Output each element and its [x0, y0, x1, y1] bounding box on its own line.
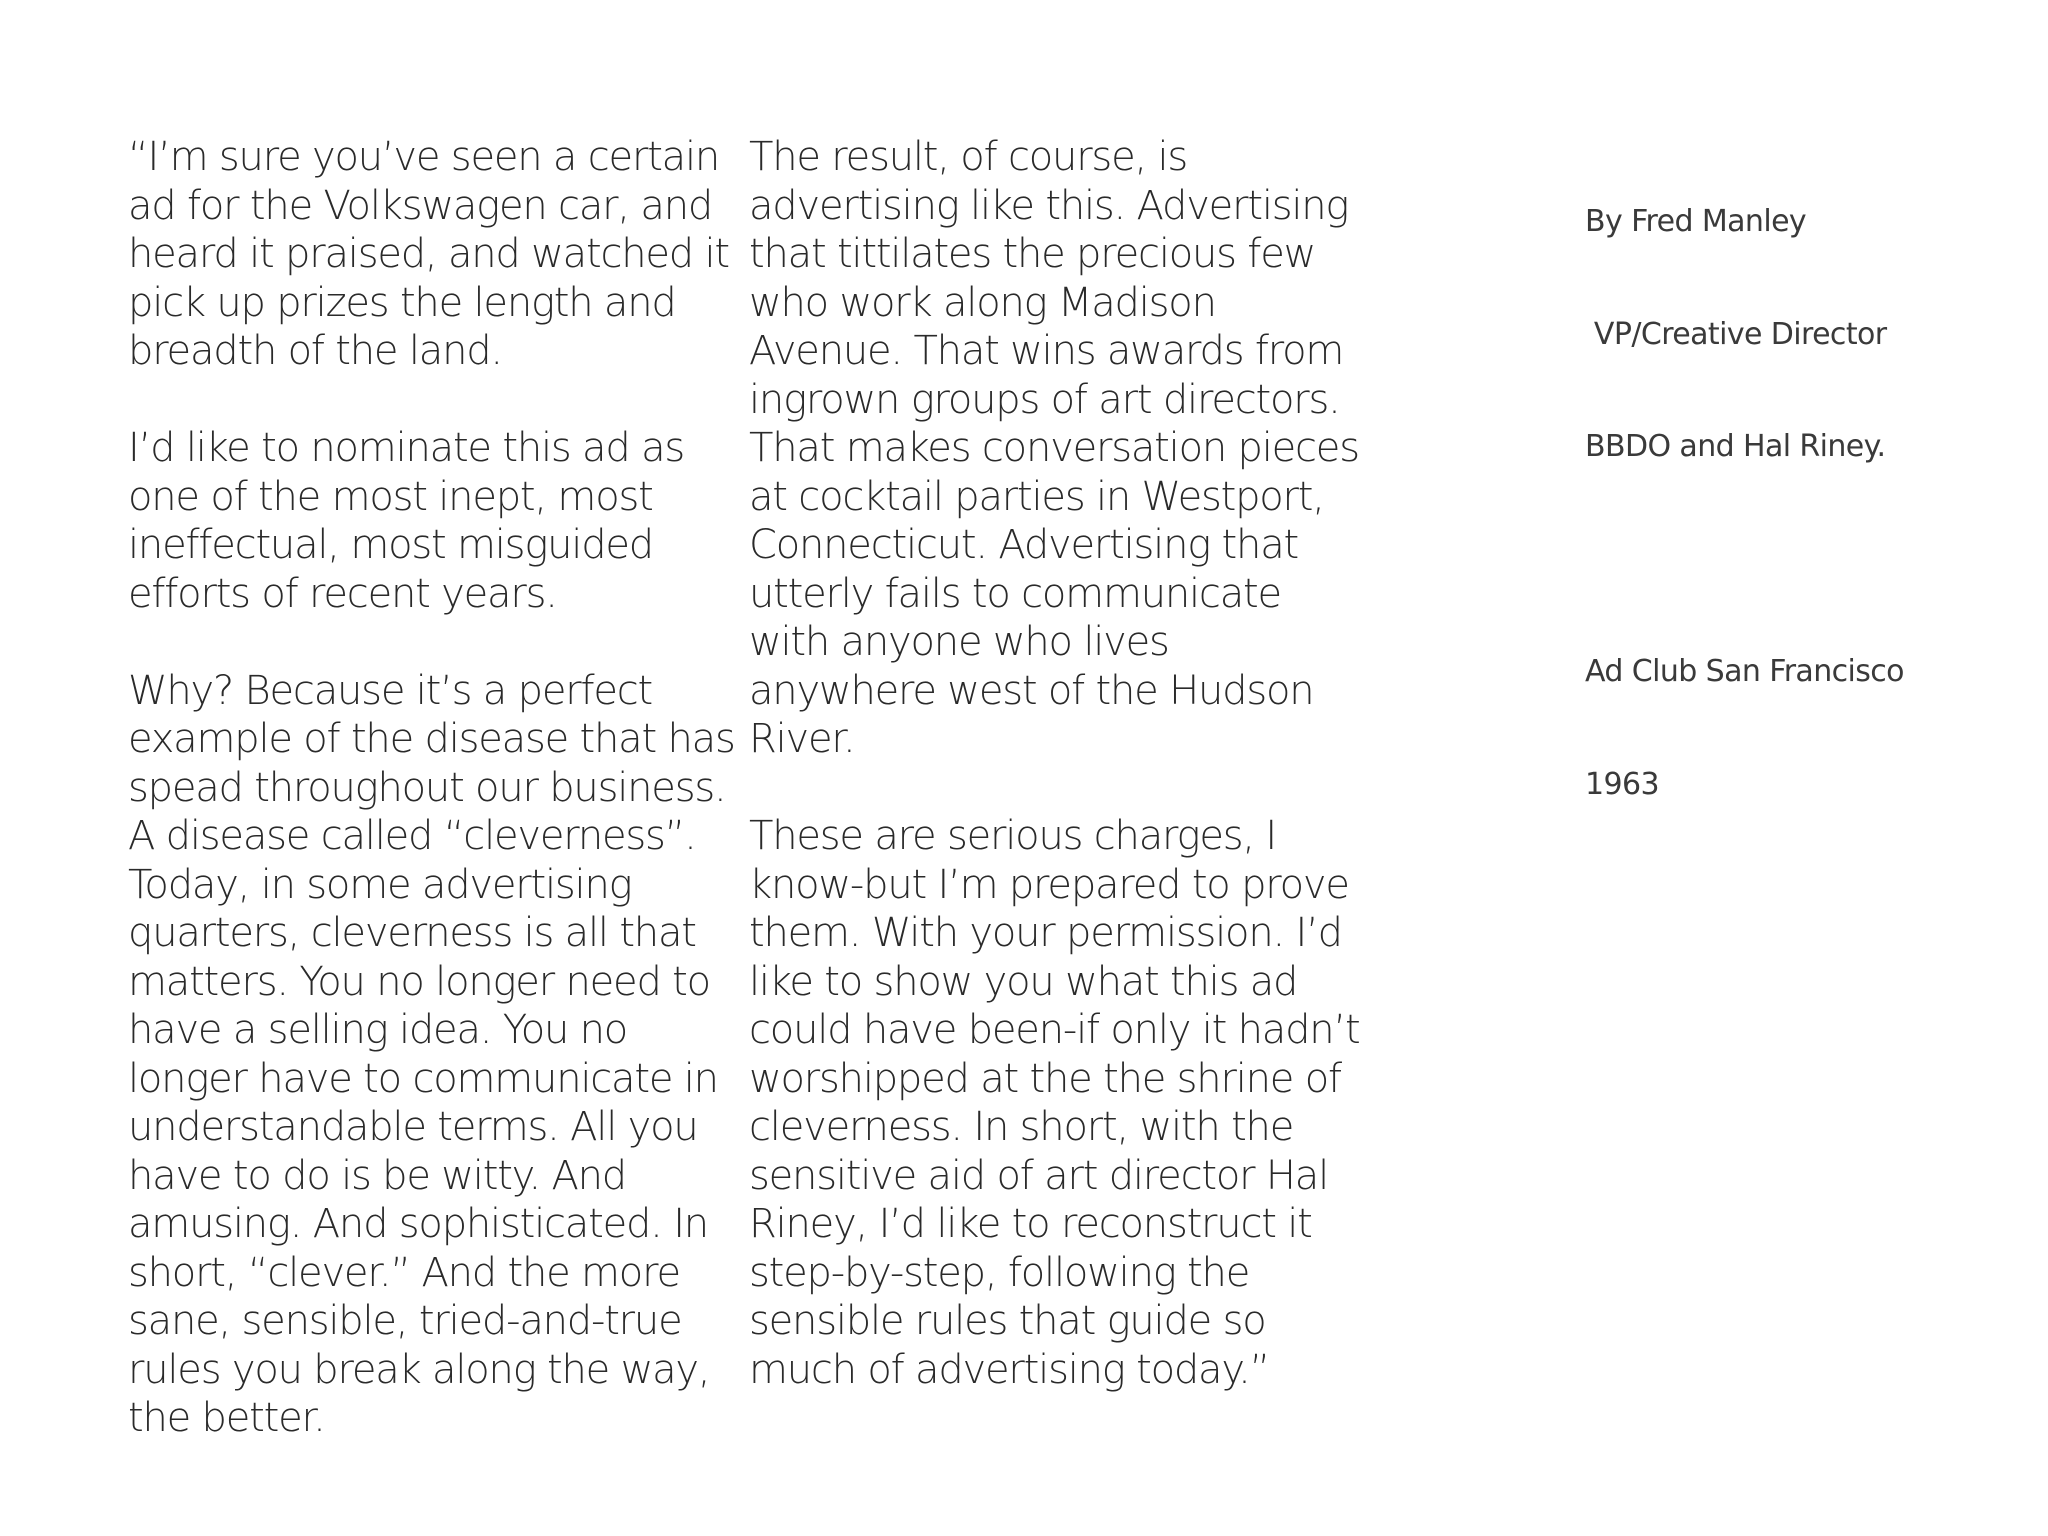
text-line: quarters, cleverness is all that	[128, 910, 696, 956]
text-line: have a selling idea. You no	[128, 1007, 628, 1053]
text-line: River.	[749, 716, 855, 762]
text-line: who work along Madison	[749, 279, 1216, 326]
text-line: sensible rules that guide so	[749, 1298, 1266, 1344]
left-text-column	[128, 133, 735, 1491]
text-line: These are serious charges, I	[749, 813, 1277, 859]
text-line: cleverness. In short, with the	[749, 1104, 1294, 1150]
paragraph-cleverness	[128, 667, 735, 1443]
text-line: Avenue. That wins awards from	[749, 328, 1344, 374]
author-name: By Fred Manley	[1585, 204, 1807, 239]
middle-text-column	[749, 133, 1359, 1443]
text-line: Connecticut. Advertising that	[749, 522, 1298, 568]
text-line: much of advertising today.”	[749, 1346, 1270, 1393]
text-line: sensitive aid of art director Hal	[749, 1152, 1328, 1199]
text-line: spead throughout our business.	[128, 764, 726, 811]
text-line: ingrown groups of art directors.	[749, 376, 1340, 423]
text-line: utterly fails to communicate	[749, 570, 1281, 617]
text-line: amusing. And sophisticated. In	[128, 1201, 708, 1247]
credits-block	[1585, 128, 1904, 916]
text-line: like to show you what this ad	[749, 958, 1298, 1005]
text-line: step-by-step, following the	[749, 1249, 1250, 1296]
text-line: Riney, I’d like to reconstruct it	[749, 1201, 1312, 1247]
text-line: could have been-if only it hadn’t	[749, 1007, 1360, 1053]
author-agency: BBDO and Hal Riney.	[1585, 429, 1886, 464]
text-line: the better.	[128, 1395, 325, 1441]
text-line: them. With your permission. I’d	[749, 910, 1342, 956]
text-line: Why? Because it’s a perfect	[128, 667, 653, 714]
event-year: 1963	[1585, 766, 1659, 802]
paragraph-charges	[749, 812, 1359, 1394]
text-line: ad for the Volkswagen car, and	[128, 182, 713, 229]
text-line: matters. You no longer need to	[128, 958, 710, 1005]
text-line: The result, of course, is	[749, 134, 1188, 180]
text-line: “I’m sure you’ve seen a certain	[128, 134, 720, 180]
text-line: heard it praised, and watched it	[128, 231, 729, 277]
text-line: sane, sensible, tried-and-true	[128, 1298, 682, 1344]
text-line: efforts of recent years.	[128, 570, 557, 617]
text-line: I’d like to nominate this ad as	[128, 425, 685, 471]
text-line: worshipped at the the shrine of	[749, 1055, 1341, 1102]
text-line: one of the most inept, most	[128, 473, 653, 520]
text-line: example of the disease that has	[128, 716, 735, 762]
text-line: ineffectual, most misguided	[128, 522, 653, 568]
text-line: rules you break along the way,	[128, 1346, 710, 1393]
text-line: understandable terms. All you	[128, 1104, 698, 1150]
event-info	[1585, 578, 1904, 878]
text-line: longer have to communicate in	[128, 1055, 718, 1102]
text-line: with anyone who lives	[749, 619, 1169, 665]
byline	[1585, 128, 1904, 541]
text-line: pick up prizes the length and	[128, 279, 676, 326]
text-line: A disease called “cleverness”.	[128, 813, 696, 859]
paragraph-intro	[128, 133, 735, 376]
text-line: That makes conversation pieces	[749, 425, 1359, 471]
text-line: that tittilates the precious few	[749, 231, 1316, 277]
text-line: breadth of the land.	[128, 328, 502, 374]
paragraph-nomination	[128, 424, 735, 618]
text-line: short, “clever.” And the more	[128, 1249, 680, 1296]
event-name: Ad Club San Francisco	[1585, 654, 1904, 689]
text-line: anywhere west of the Hudson	[749, 667, 1314, 714]
author-title: VP/Creative Director	[1585, 316, 1887, 352]
text-line: advertising like this. Advertising	[749, 182, 1349, 229]
paragraph-result	[749, 133, 1359, 764]
text-line: Today, in some advertising	[128, 861, 632, 908]
text-line: at cocktail parties in Westport,	[749, 473, 1324, 520]
text-line: have to do is be witty. And	[128, 1152, 626, 1199]
text-line: know-but I’m prepared to prove	[749, 861, 1349, 908]
